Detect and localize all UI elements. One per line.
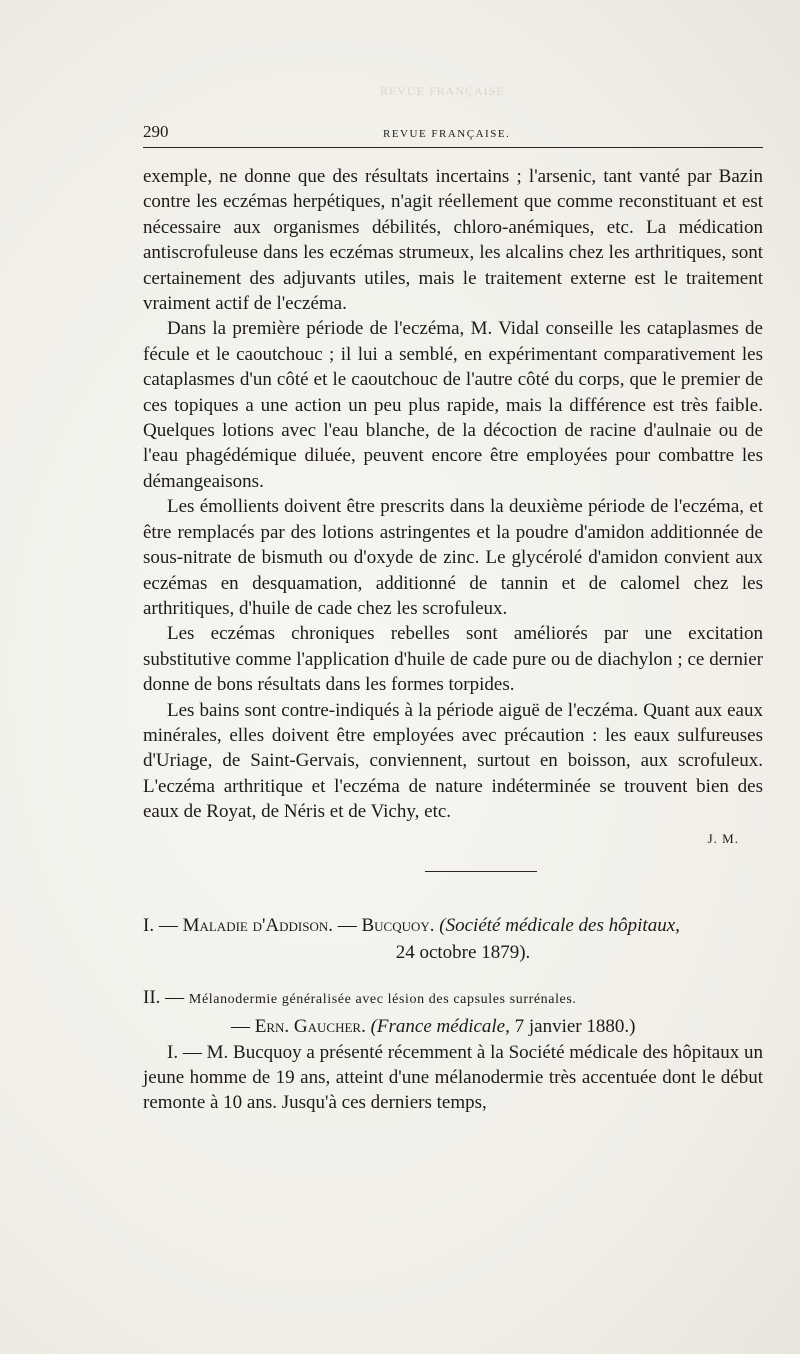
reference-1 (143, 912, 763, 966)
paragraph-2: Dans la première période de l'eczéma, M. Vidal conseille les cataplasmes de fécule et le caoutchouc ; il lui a semblé, en expérimentant comparativement les cataplasmes d'un côté et le caoutchouc de l'autre côté du corps, que le premier de ces topiques a une action un peu plus rapide, mais la différence est très faible. Quelques lotions avec l'eau blanche, de la décoction de racine d'aulnaie ou de l'eau phagédémique diluée, peuvent encore être employées pour combattre les démangeaisons. (143, 318, 763, 492)
reference-dash: — (231, 1015, 255, 1037)
reference-numeral: II. (143, 986, 161, 1008)
reference-source: (Société médicale des hôpitaux, (439, 914, 680, 936)
final-paragraph: I. — M. Bucquoy a présenté récemment à la Société médicale des hôpitaux un jeune homme de 19 ans, atteint d'une mélanodermie très accentuée dont le début remonte à 10 ans. Jusqu'à ces derniers temps, (143, 1041, 763, 1114)
page-header (143, 118, 763, 148)
reference-dash: — (333, 914, 362, 936)
running-title: REVUE FRANÇAISE. (383, 128, 511, 140)
reference-dash: — (154, 914, 183, 936)
author-signature: J. M. (707, 830, 739, 846)
paragraph-1: exemple, ne donne que des résultats incertains ; l'arsenic, tant vanté par Bazin contre les eczémas herpétiques, n'agit réellement que comme reconstituant et est nécessaire aux organismes débilités, chloro-anémiques, etc. La médication antiscrofuleuse dans les eczémas strumeux, les alcalins chez les arthritiques, sont certainement des adjuvants utiles, mais le traitement externe est le traitement vraiment actif de l'eczéma. (143, 166, 763, 315)
bleed-through-text: REVUE FRANÇAISE. (380, 84, 509, 98)
reference-numeral: I. (143, 914, 155, 936)
reference-author: Ern. Gaucher. (254, 1015, 366, 1037)
paragraph-3: Les émollients doivent être prescrits dans la deuxième période de l'eczéma, et être remplacés par des lotions astringentes et la poudre d'amidon additionnée de sous-nitrate de bismuth ou d'oxyde de zinc. Le glycérolé d'amidon convient aux eczémas en desquamation, additionné de tannin et de calomel chez les arthritiques, d'huile de cade chez les scrofuleux. (143, 496, 763, 619)
reference-title: Mélanodermie généralisée avec lésion des capsules surrénales. (188, 991, 577, 1007)
references (143, 912, 763, 1040)
reference-title: Maladie d'Addison. (182, 914, 333, 936)
page-number: 290 (143, 122, 169, 141)
article-body (143, 164, 763, 1116)
section-separator (425, 871, 537, 872)
reference-date: 7 janvier 1880.) (509, 1015, 636, 1037)
reference-author: Bucquoy. (361, 914, 435, 936)
header-rule (143, 147, 763, 148)
reference-dash: — (160, 986, 189, 1008)
reference-2 (143, 984, 763, 1040)
paragraph-5: Les bains sont contre-indiqués à la période aiguë de l'eczéma. Quant aux eaux minérales, elles doivent être employées avec précaution : les eaux sulfureuses d'Uriage, de Saint-Gervais, conviennent, surtout en boisson, aux scrofuleux. L'eczéma arthritique et l'eczéma de nature indéterminée se trouvent bien des eaux de Royat, de Néris et de Vichy, etc. (143, 699, 763, 823)
reference-source: (France médicale, (370, 1015, 510, 1037)
reference-date: 24 octobre 1879). (395, 941, 531, 963)
paragraph-4: Les eczémas chroniques rebelles sont améliorés par une excitation substitutive comme l'application d'huile de cade pure ou de diachylon ; ce dernier donne de bons résultats dans les formes torpides. (143, 623, 763, 696)
